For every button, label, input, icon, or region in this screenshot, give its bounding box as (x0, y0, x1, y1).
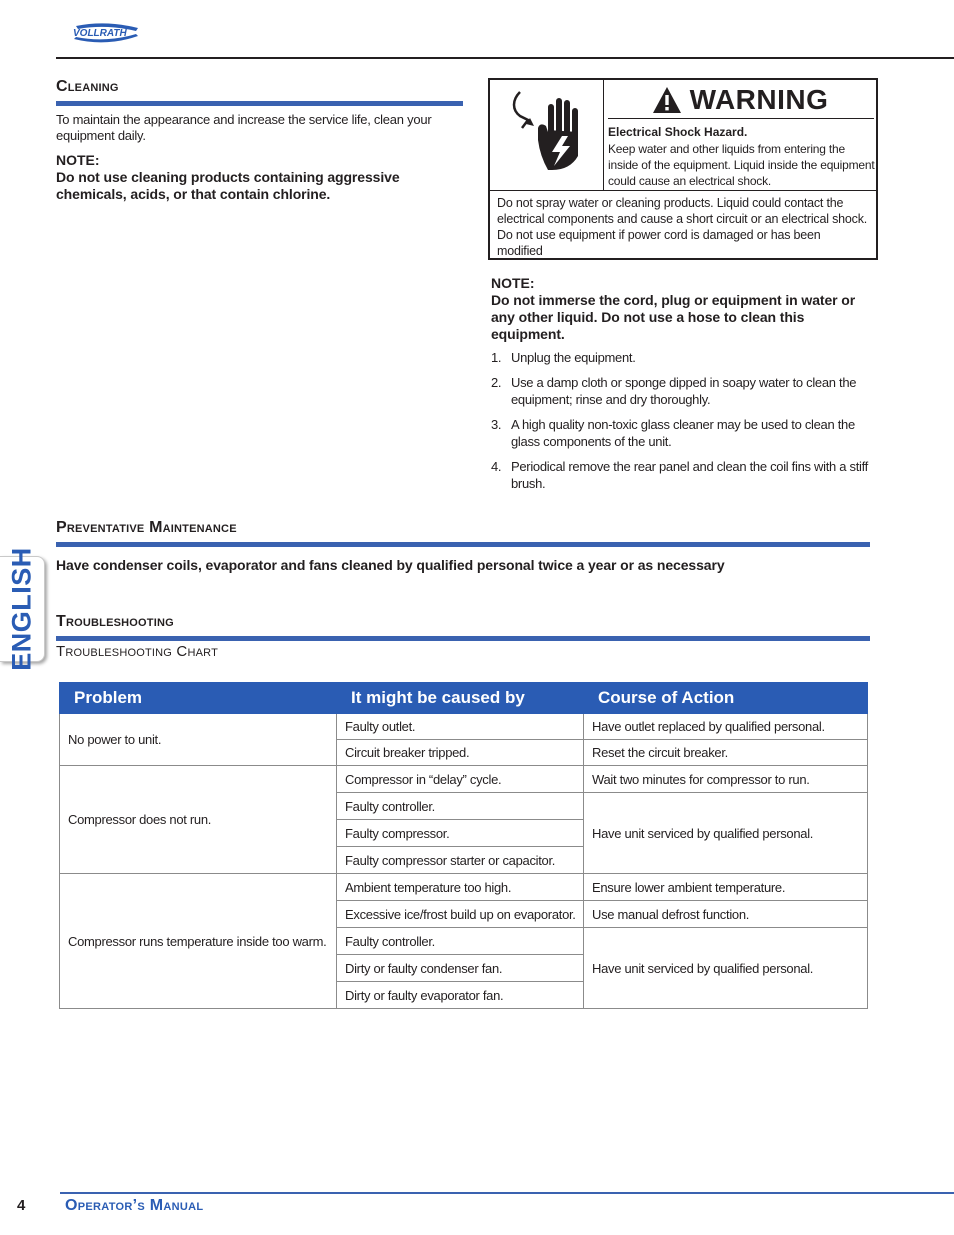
warning-title: WARNING (689, 83, 829, 115)
preventative-rule (56, 542, 870, 547)
column-header-action: Course of Action (584, 683, 868, 714)
action-cell: Ensure lower ambient temperature. (584, 874, 868, 901)
list-item: 3. A high quality non-toxic glass cleaner may be used to clean the glass components of the unit. (491, 417, 855, 449)
cause-cell: Dirty or faulty condenser fan. (337, 955, 584, 982)
column-header-cause: It might be caused by (337, 683, 584, 714)
table-row (60, 714, 868, 740)
action-cell: Have unit serviced by qualified personal. (584, 928, 868, 1009)
preventative-heading: Preventative Maintenance (56, 519, 237, 536)
troubleshooting-chart-subheading: Troubleshooting Chart (56, 643, 219, 660)
cause-cell: Ambient temperature too high. (337, 874, 584, 901)
cleaning-note-text: Do not use cleaning products containing aggressive chemicals, acids, or that contain chlorine. (56, 169, 400, 202)
table-row (60, 766, 868, 793)
cause-cell: Faulty compressor. (337, 820, 584, 847)
cause-cell: Faulty controller. (337, 928, 584, 955)
footer-rule (60, 1192, 954, 1194)
action-cell: Wait two minutes for compressor to run. (584, 766, 868, 793)
problem-cell: Compressor does not run. (60, 766, 337, 874)
troubleshooting-rule (56, 636, 870, 641)
action-cell: Reset the circuit breaker. (584, 740, 868, 766)
action-cell: Have outlet replaced by qualified personal. (584, 714, 868, 740)
warning-hazard-text: Keep water and other liquids from entering the inside of the equipment. Liquid inside the equipment could cause an electrical shock. (608, 142, 875, 188)
troubleshooting-table (59, 682, 868, 1009)
cause-cell: Faulty compressor starter or capacitor. (337, 847, 584, 874)
troubleshooting-heading: Troubleshooting (56, 613, 174, 630)
list-item: 2. Use a damp cloth or sponge dipped in soapy water to clean the equipment; rinse and dry thoroughly. (491, 375, 857, 407)
warning-triangle-icon (652, 86, 682, 114)
cause-cell: Excessive ice/frost build up on evaporator. (337, 901, 584, 928)
preventative-text: Have condenser coils, evaporator and fans cleaned by qualified personal twice a year or as necessary (56, 557, 725, 573)
list-item: 4. Periodical remove the rear panel and clean the coil fins with a stiff brush. (491, 459, 868, 491)
warning-hazard-title: Electrical Shock Hazard. (608, 125, 748, 139)
cleaning-heading: Cleaning (56, 78, 119, 95)
footer-title: Operator’s Manual (65, 1197, 204, 1214)
action-cell: Have unit serviced by qualified personal. (584, 793, 868, 874)
immerse-note-text: Do not immerse the cord, plug or equipment in water or any other liquid. Do not use a hose to clean this equipment. (491, 292, 856, 342)
cause-cell: Faulty outlet. (337, 714, 584, 740)
list-item: 1. Unplug the equipment. (491, 350, 636, 365)
logo-text: VOLLRATH (73, 28, 127, 39)
language-tab (0, 547, 45, 671)
page-number: 4 (17, 1197, 26, 1214)
problem-cell: No power to unit. (60, 714, 337, 766)
action-cell: Use manual defrost function. (584, 901, 868, 928)
cause-cell: Compressor in “delay” cycle. (337, 766, 584, 793)
header-rule (56, 57, 954, 59)
warning-box (488, 78, 878, 260)
warning-header-rule (608, 118, 874, 119)
warning-bottom-text: Do not spray water or cleaning products. Liquid could contact the electrical components and cause a short circuit or an electrical shock. Do not use equipment if power cord is damaged or has been modified (497, 196, 868, 258)
language-tab-label: ENGLISH (6, 547, 37, 671)
problem-cell: Compressor runs temperature inside too warm. (60, 874, 337, 1009)
table-row (60, 874, 868, 901)
warning-header (604, 80, 876, 119)
warning-divider (490, 190, 876, 191)
cleaning-intro: To maintain the appearance and increase the service life, clean your equipment daily. (56, 112, 432, 143)
cause-cell: Circuit breaker tripped. (337, 740, 584, 766)
cleaning-steps-list (491, 349, 871, 500)
vollrath-logo (70, 22, 142, 46)
cleaning-note-label: NOTE: (56, 152, 100, 168)
shock-hazard-icon-cell (490, 80, 604, 191)
column-header-problem: Problem (60, 683, 337, 714)
immerse-note-label: NOTE: (491, 275, 535, 291)
electric-shock-hand-icon (490, 80, 602, 188)
cleaning-rule (56, 101, 463, 106)
cause-cell: Faulty controller. (337, 793, 584, 820)
cause-cell: Dirty or faulty evaporator fan. (337, 982, 584, 1009)
